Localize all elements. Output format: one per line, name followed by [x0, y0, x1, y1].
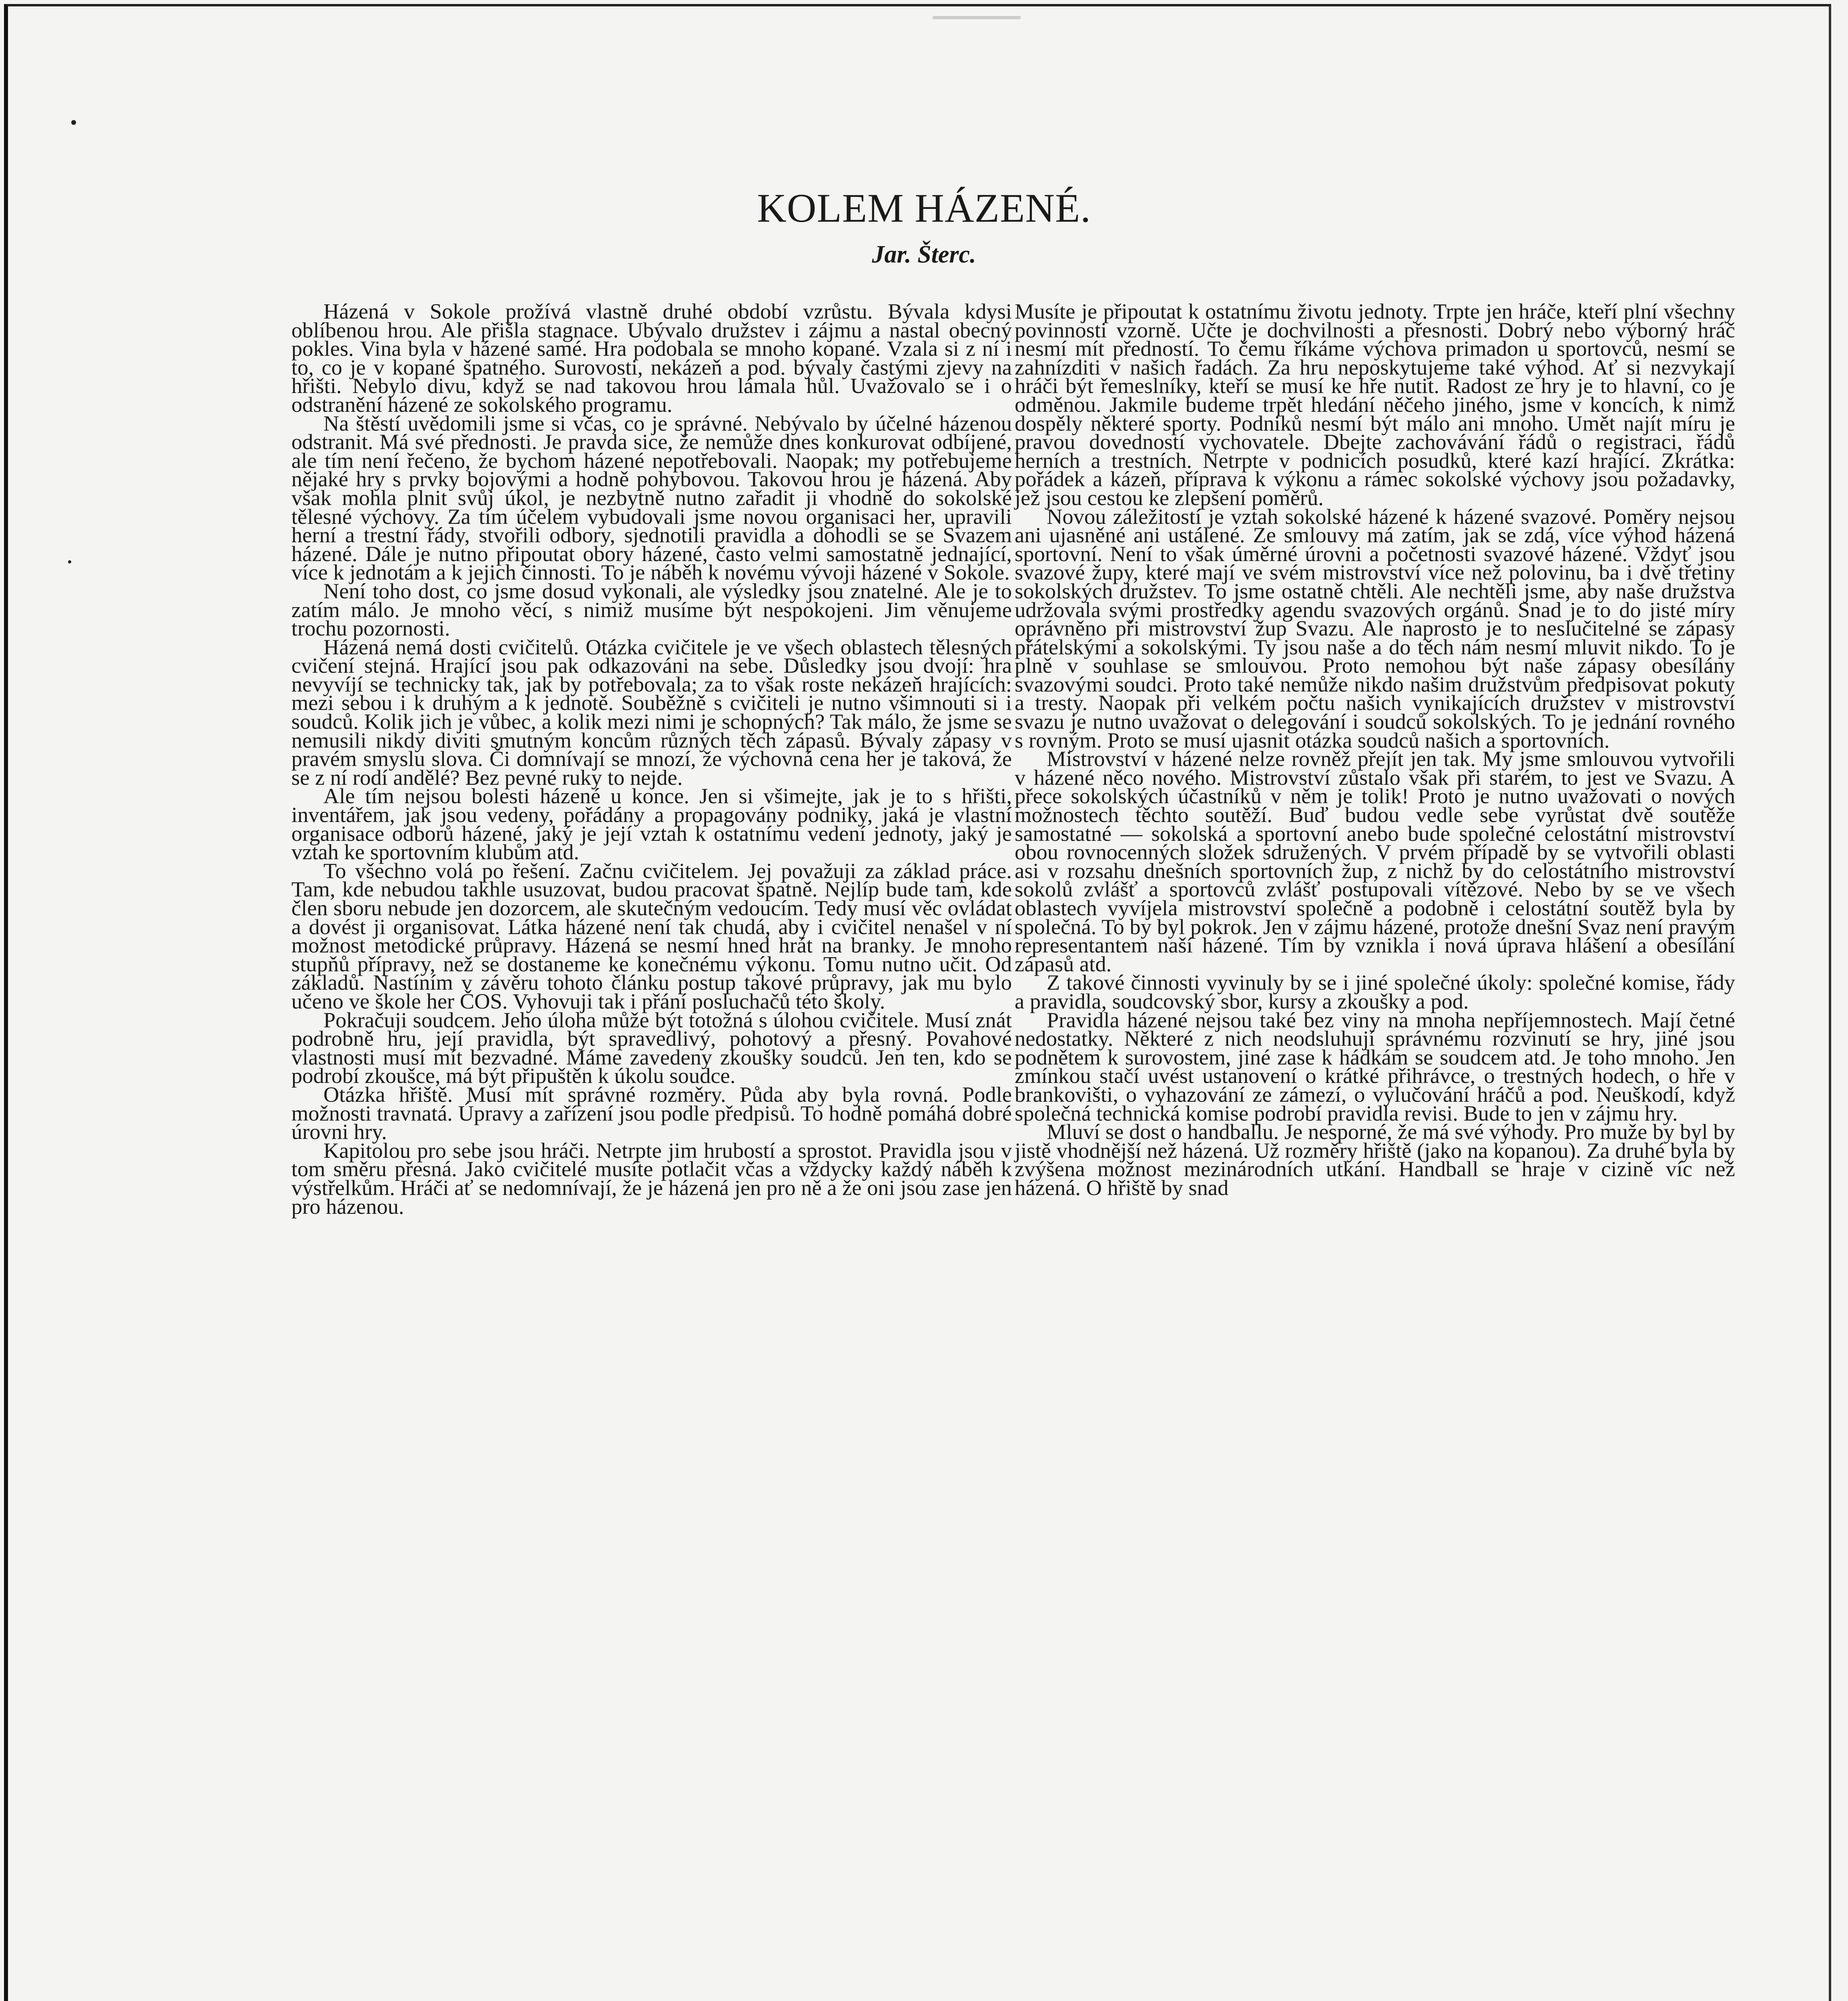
right-column — [1015, 299, 1735, 1200]
paragraph: Otázka hřiště. Musí mít správné rozměry. Půda aby byla rovná. Podle možnosti travnatá. Úpravy a zařízení jsou podle předpisů. To hodně pomáhá dobré úrovni hry. — [291, 1082, 1012, 1144]
paragraph: Pravidla házené nejsou také bez viny na mnoha nepříjemnostech. Mají četné nedostatky. Některé z nich neodsluhují správnému rozvinutí se hry, jiné jsou podnětem k surovostem, jiné zase k hádkám se soudcem atd. Je toho mnoho. Jen zmínkou stačí uvést ustanovení o krátké přihrávce, o trestných hodech, o hře v brankovišti, o vyhazování ze zámezí, o vylučování hráčů a pod. Neuškodí, když společná technická komise podrobí pravidla revisi. Bude to jen v zájmu hry. — [1015, 1007, 1735, 1125]
scan-speck — [933, 16, 1021, 19]
scan-speck — [71, 120, 76, 125]
paragraph: Na štěstí uvědomili jsme si včas, co je správné. Nebývalo by účelné házenou odstranit. Má své přednosti. Je pravda sice, že nemůže dnes konkurovat odbíjené, ale tím není řečeno, že bychom házené nepotřebovali. Naopak; my potřebujeme nějaké hry s prvky bojovými a hodně pohybovou. Takovou hrou je házená. Aby však mohla plnit svůj úkol, je nezbytně nutno zařadit ji vhodně do sokolské tělesné výchovy. Za tím účelem vybudovali jsme novou organisaci her, upravili herní a trestní řády, stvořili odbory, sjednotili pravidla a dohodli se se Svazem házené. Dále je nutno připoutat obory házené, často velmi samostatně jednající, více k jednotám a k jejich činnosti. To je náběh k novému vývoji házené v Sokole. — [291, 411, 1012, 585]
paragraph: Mistrovství v házené nelze rovněž přejít jen tak. My jsme smlouvou vytvořili v házené něco nového. Mistrovství zůstalo však při starém, to jest ve Svazu. A přece sokolských účastníků v něm je tolik! Proto je nutno uvažovati o nových možnostech těchto soutěží. Buď budou vedle sebe vyrůstat dvě soutěže samostatné — sokolská a sportovní anebo bude společné celostátní mistrovství obou rovnocenných složek sdružených. V prvém případě by se vytvořili oblasti asi v rozsahu dnešních sportovních žup, z nichž by do celostátního mistrovství sokolů zvlášť a sportovců zvlášť postupovali vítězové. Nebo by se ve všech oblastech vyvíjela mistrovství společně a podobně i celostátní soutěž byla by společná. To by byl pokrok. Jen v zájmu házené, protože dnešní Svaz není pravým representantem naší házené. Tím by vznikla i nová úprava hlášení a obesílání zápasů atd. — [1015, 746, 1735, 976]
paragraph: Kapitolou pro sebe jsou hráči. Netrpte jim hrubostí a sprostot. Pravidla jsou v tom směru přesná. Jako cvičitelé musíte potlačit včas a vždycky každý náběh k výstřelkům. Hráči ať se nedomnívají, že je házená jen pro ně a že oni jsou zase jen pro házenou. — [291, 1138, 1012, 1219]
paragraph: Musíte je připoutat k ostatnímu životu jednoty. Trpte jen hráče, kteří plní všechny povinnosti vzorně. Učte je dochvilnosti a přesnosti. Dobrý nebo výborný hráč nesmí mít předností. To čemu říkáme výchova primadon u sportovců, nesmí se zahnízditi v našich řadách. Za hru neposkytujeme také výhod. Ať si nezvykají hráči být řemeslníky, kteří se musí ke hře nutit. Radost ze hry je to hlavní, co je odměnou. Jakmile budeme trpět hledání něčeho jiného, jsme v koncích, k nimž dospěly některé sporty. Podniků nesmí být málo ani mnoho. Umět najít míru je pravou dovedností vychovatele. Dbejte zachovávání řádů o registraci, řádů herních a trestních. Netrpte v podnicích posudků, které kazí hrající. Zkrátka: pořádek a kázeň, příprava k výkonu a rámec sokolské výchovy jsou požadavky, jež jsou cestou ke zlepšení poměrů. — [1015, 299, 1735, 510]
article-title: KOLEM HÁZENÉ. — [757, 186, 1091, 231]
article-author: Jar. Šterc. — [872, 241, 976, 268]
paragraph: Házená v Sokole prožívá vlastně druhé období vzrůstu. Bývala kdysi oblíbenou hrou. Ale přišla stagnace. Ubývalo družstev i zájmu a nastal obecný pokles. Vina byla v házené samé. Hra podobala se mnoho kopané. Vzala si z ní i to, co je v kopané špatného. Surovosti, nekázeň a pod. bývaly častými zjevy na hřišti. Nebylo divu, když se nad takovou hrou lámala hůl. Uvažovalo se i o odstranění házené ze sokolského programu. — [291, 299, 1012, 417]
paragraph: Pokračuji soudcem. Jeho úloha může být totožná s úlohou cvičitele. Musí znát podrobně hru, její pravidla, být spravedlivý, pohotový a přesný. Povahové vlastnosti musí mít bezvadné. Máme zavedeny zkoušky soudců. Jen ten, kdo se podrobí zkoušce, má být připuštěn k úkolu soudce. — [291, 1007, 1012, 1088]
paragraph: Novou záležitostí je vztah sokolské házené k házené svazové. Poměry nejsou ani ujasněné ani ustálené. Ze smlouvy má zatím, jak se zdá, více výhod házená sportovní. Není to však úměrné úrovni a početnosti svazové házené. Vždyť jsou svazové župy, které mají ve svém mistrovství více než polovinu, ba i dvě třetiny sokolských družstev. To jsme ostatně chtěli. Ale nechtěli jsme, aby naše družstva udržovala svými prostředky agendu svazových orgánů. Snad je to do jisté míry oprávněno při mistrovství žup Svazu. Ale naprosto je to neslučitelné se zápasy přátelskými a sokolskými. Ty jsou naše a do těch nám nesmí mluvit nikdo. To je plně v souhlase se smlouvou. Proto nemohou být naše zápasy obesílány svazovými soudci. Proto také nemůže nikdo našim družstvům předpisovat pokuty a tresty. Naopak při velkém počtu našich vynikajících družstev v mistrovství svazu je nutno uvažovat o delegování i soudců sokolských. To je jednání rovného s rovným. Proto se musí ujasnit otázka soudců našich a sportovních. — [1015, 504, 1735, 752]
paragraph: Ale tím nejsou bolesti házené u konce. Jen si všimejte, jak je to s hřišti, inventářem, jak jsou vedeny, pořádány a propagovány podniky, jaká je vlastní organisace odborů házené, jaký je její vztah k ostatnímu vedení jednoty, jaký je vztah ke sportovním klubům atd. — [291, 784, 1012, 864]
paragraph: To všechno volá po řešení. Začnu cvičitelem. Jej považuji za základ práce. Tam, kde nebudou takhle usuzovat, budou pracovat špatně. Nejlíp bude tam, kde člen sboru nebude jen dozorcem, ale skutečným vedoucím. Tedy musí věc ovládat a dovést ji organisovat. Látka házené není tak chudá, aby i cvičitel nenašel v ní možnost metodické průpravy. Házená se nesmí hned hrát na branky. Je mnoho stupňů přípravy, než se dostaneme ke konečnému výkonu. Tomu nutno učit. Od základů. Nastíním v závěru tohoto článku postup takové průpravy, jak mu bylo učeno ve škole her ČOS. Vyhovuji tak i přání posluchačů této školy. — [291, 858, 1012, 1013]
paragraph: Z takové činnosti vyvinuly by se i jiné společné úkoly: společné komise, řády a pravidla, soudcovský sbor, kursy a zkoušky a pod. — [1015, 970, 1735, 1013]
paragraph: Není toho dost, co jsme dosud vykonali, ale výsledky jsou znatelné. Ale je to zatím málo. Je mnoho věcí, s nimiž musíme být nespokojeni. Jim věnujeme trochu pozornosti. — [291, 578, 1012, 641]
paragraph: Mluví se dost o handballu. Je nesporné, že má své výhody. Pro muže by byl by jistě vhodnější než házená. Už rozměry hřiště (jako na kopanou). Za druhé byla by zvýšena možnost mezinárodních utkání. Handball se hraje v cizině víc než házená. O hřiště by snad — [1015, 1119, 1735, 1200]
left-column — [291, 299, 1012, 1219]
paragraph: Házená nemá dosti cvičitelů. Otázka cvičitele je ve všech oblastech tělesných cvičení stejná. Hrající jsou pak odkazováni na sebe. Důsledky jsou dvojí: hra nevyvíjí se technicky tak, jak by potřebovala; za to však roste nekázeň hrajících: mezi sebou i k druhým a k jednotě. Souběžně s cvičiteli je nutno všimnouti si i soudců. Kolik jich je vůbec, a kolik mezi nimi je schopných? Tak málo, že jsme se nemusili nikdy diviti smutným koncům různých těch zápasů. Bývaly zápasy v pravém smyslu slova. Či domnívají se mnozí, že výchovná cena her je taková, že se z ní rodí andělé? Bez pevné ruky to nejde. — [291, 634, 1012, 790]
scan-speck — [68, 560, 71, 563]
